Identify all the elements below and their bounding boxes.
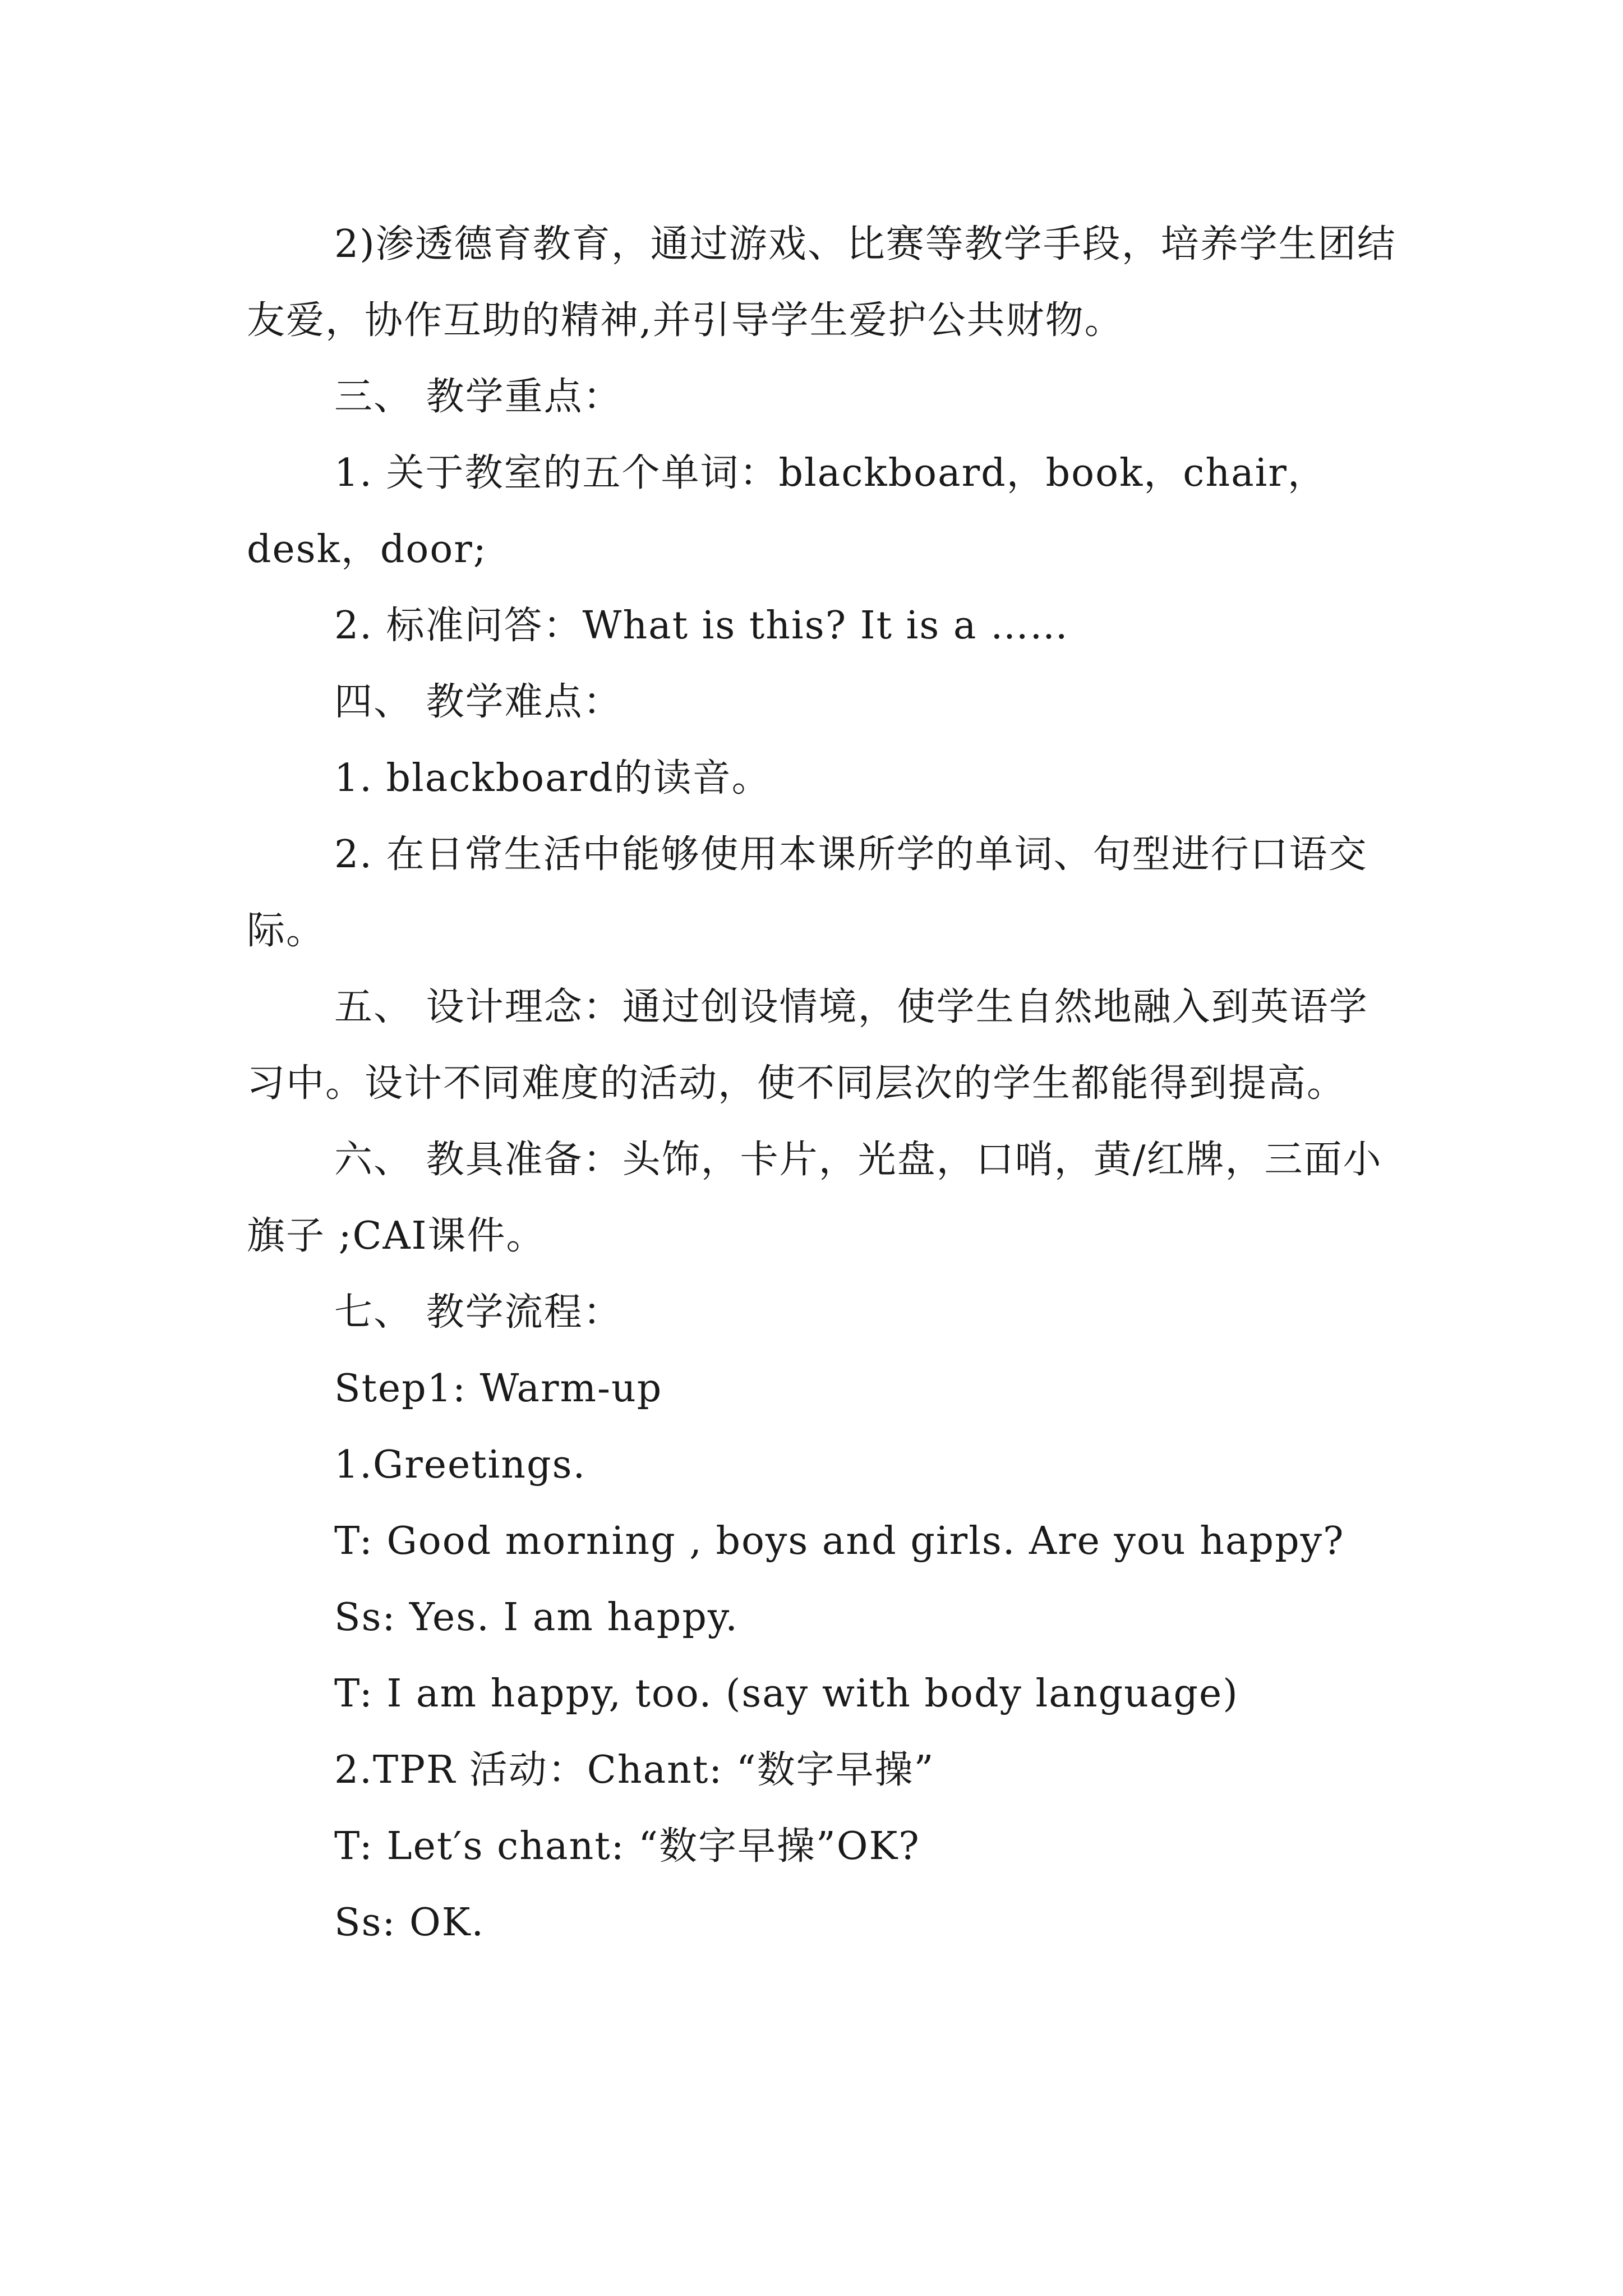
item-greetings: 1.Greetings. (334, 1443, 587, 1487)
paragraph-design-concept: 五、 设计理念：通过创设情境，使学生自然地融入到英语学习中。设计不同难度的活动，使不同层次的学生都能得到提高。 (247, 985, 1368, 1106)
heading-teaching-difficulty: 四、 教学难点： (334, 680, 623, 724)
document-body (247, 206, 1402, 1961)
paragraph-difficulty-pronunciation: 1. blackboard的读音。 (334, 756, 771, 800)
dialogue-line: Ss: OK. (334, 1901, 485, 1945)
heading-teaching-focus: 三、 教学重点： (334, 375, 623, 419)
dialogue-line: T: Let′s chant: “数字早操”OK? (334, 1824, 920, 1869)
paragraph-moral-education: 2)渗透德育教育，通过游戏、比赛等教学手段，培养学生团结友爱，协作互助的精神,并引导学生爱护公共财物。 (247, 222, 1396, 343)
paragraph-teaching-aids: 六、 教具准备：头饰，卡片，光盘，口哨，黄/红牌，三面小旗子 ;CAI课件。 (247, 1138, 1382, 1258)
paragraph-focus-words: 1. 关于教室的五个单词：blackboard，book，chair，desk，door; (247, 451, 1327, 572)
paragraph-difficulty-communication: 2. 在日常生活中能够使用本课所学的单词、句型进行口语交际。 (247, 832, 1368, 953)
paragraph-focus-qa: 2. 标准问答：What is this? It is a …… (334, 604, 1069, 648)
step-warm-up: Step1: Warm-up (334, 1366, 663, 1411)
heading-teaching-process: 七、 教学流程： (334, 1290, 623, 1335)
item-tpr-activity: 2.TPR 活动：Chant: “数字早操” (334, 1748, 935, 1792)
dialogue-line: T: I am happy, too. (say with body language) (334, 1672, 1239, 1716)
dialogue-line: Ss: Yes. I am happy. (334, 1595, 739, 1640)
dialogue-line: T: Good morning , boys and girls. Are you happy? (334, 1519, 1345, 1563)
